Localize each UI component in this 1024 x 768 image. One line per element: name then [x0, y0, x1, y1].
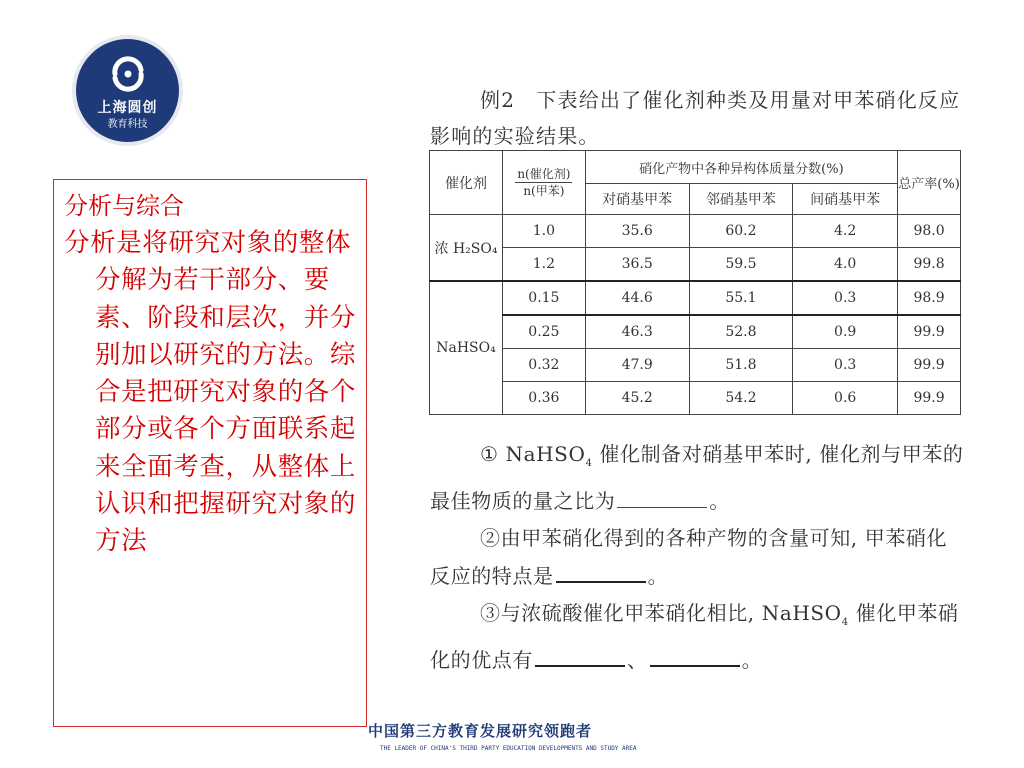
ratio-cell: 1.0	[502, 215, 585, 248]
table-row	[430, 349, 961, 382]
logo-swirl-icon	[109, 56, 147, 92]
total-cell: 98.9	[898, 281, 961, 315]
table-row	[430, 248, 961, 282]
q1-prefix: ① NaHSO	[480, 442, 586, 466]
ortho-cell: 59.5	[689, 248, 793, 282]
header-catalyst: 催化剂	[430, 151, 503, 215]
para-cell: 47.9	[585, 349, 689, 382]
question-3: ③与浓硫酸催化甲苯硝化相比, NaHSO$_4$ 催化甲苯硝化的优点有 、 。	[430, 601, 959, 672]
brand-logo	[76, 39, 179, 142]
q3-answer-blank-2[interactable]	[650, 647, 740, 667]
ortho-cell: 52.8	[689, 315, 793, 349]
ortho-cell: 51.8	[689, 349, 793, 382]
para-cell: 35.6	[585, 215, 689, 248]
meta-cell: 4.2	[793, 215, 898, 248]
q1-end: 。	[709, 488, 731, 513]
meta-cell: 0.3	[793, 281, 898, 315]
q2-end: 。	[647, 563, 669, 588]
q3-separator: 、	[627, 647, 648, 672]
box-heading: 分析与综合	[64, 192, 184, 220]
header-ratio-numerator: n(催化剂)	[517, 167, 571, 181]
ratio-cell: 0.15	[502, 281, 585, 315]
ortho-cell: 55.1	[689, 281, 793, 315]
footer-slogan-en: THE LEADER OF CHINA'S THIRD PARTY EDUCATION DEVELOPMENTS AND STUDY AREA	[380, 745, 637, 752]
header-ortho: 邻硝基甲苯	[689, 184, 793, 215]
para-cell: 44.6	[585, 281, 689, 315]
q3-text: 催化甲苯硝化的优点有	[430, 601, 959, 672]
logo-subtitle: 教育科技	[107, 119, 148, 130]
meta-cell: 0.6	[793, 382, 898, 415]
header-total: 总产率(%)	[898, 151, 961, 215]
para-cell: 46.3	[585, 315, 689, 349]
header-ratio-denominator: n(甲苯)	[523, 184, 565, 198]
meta-cell: 0.9	[793, 315, 898, 349]
meta-cell: 4.0	[793, 248, 898, 282]
total-cell: 99.9	[898, 382, 961, 415]
ortho-cell: 54.2	[689, 382, 793, 415]
logo-name: 上海圆创	[97, 100, 158, 116]
ortho-cell: 60.2	[689, 215, 793, 248]
q1-answer-blank[interactable]	[617, 489, 707, 508]
para-cell: 45.2	[585, 382, 689, 415]
total-cell: 99.9	[898, 349, 961, 382]
header-products: 硝化产物中各种异构体质量分数(%)	[585, 151, 897, 184]
table-row	[430, 315, 961, 349]
table-row	[430, 281, 961, 315]
header-ratio	[502, 151, 585, 215]
question-1: ① NaHSO$_4$ 催化制备对硝基甲苯时, 催化剂与甲苯的最佳物质的量之比为 。	[430, 442, 964, 513]
q2-text: ②由甲苯硝化得到的各种产物的含量可知, 甲苯硝化反应的特点是	[430, 526, 948, 588]
q3-prefix: ③与浓硫酸催化甲苯硝化相比, NaHSO	[480, 601, 842, 625]
catalyst-cell: NaHSO₄	[430, 281, 503, 415]
box-paragraph: 分析是将研究对象的整体分解为若干部分、要素、阶段和层次，并分别加以研究的方法。综合是把研究对象的各个部分或各个方面联系起来全面考查，从整体上认识和把握研究对象的方法	[64, 228, 357, 557]
meta-cell: 0.3	[793, 349, 898, 382]
question-2	[430, 520, 964, 595]
q3-answer-blank-1[interactable]	[535, 647, 625, 667]
ratio-cell: 0.32	[502, 349, 585, 382]
q2-answer-blank[interactable]	[556, 563, 646, 583]
experiment-table	[429, 150, 961, 415]
footer-slogan: 中国第三方教育发展研究领跑者	[368, 722, 593, 740]
ratio-cell: 1.2	[502, 248, 585, 282]
q1-text: 催化制备对硝基甲苯时, 催化剂与甲苯的最佳物质的量之比为	[430, 442, 964, 513]
catalyst-cell: 浓 H₂SO₄	[430, 215, 503, 282]
ratio-cell: 0.36	[502, 382, 585, 415]
q3-end: 。	[741, 647, 763, 672]
total-cell: 99.8	[898, 248, 961, 282]
analysis-synthesis-box	[53, 179, 367, 727]
table-row	[430, 382, 961, 415]
total-cell: 99.9	[898, 315, 961, 349]
question-intro: 例2 下表给出了催化剂种类及用量对甲苯硝化反应影响的实验结果。	[430, 88, 961, 148]
question-list	[430, 436, 964, 679]
ratio-cell: 0.25	[502, 315, 585, 349]
header-para: 对硝基甲苯	[585, 184, 689, 215]
table-row	[430, 215, 961, 248]
para-cell: 36.5	[585, 248, 689, 282]
header-meta: 间硝基甲苯	[793, 184, 898, 215]
total-cell: 98.0	[898, 215, 961, 248]
